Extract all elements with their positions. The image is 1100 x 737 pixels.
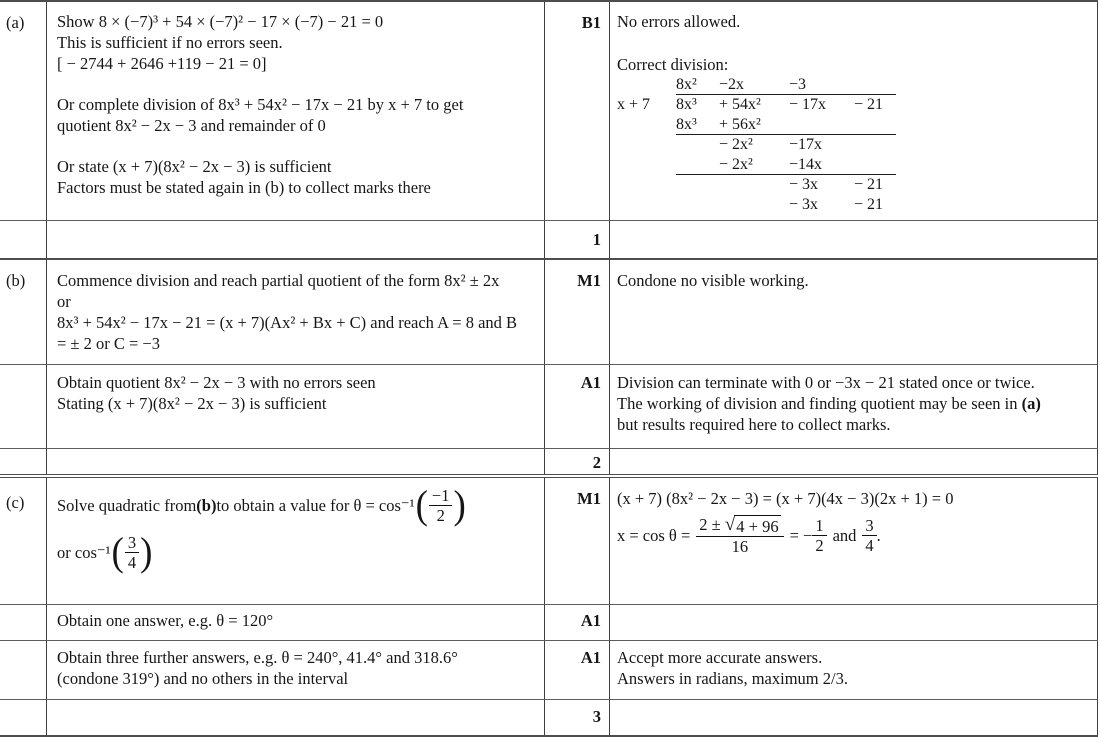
b2-comment-line: The working of division and finding quotient may be seen in (a): [617, 394, 1041, 413]
comment-cell-b2: [610, 365, 1098, 448]
fraction: $\frac{3}{4}$: [125, 533, 139, 572]
division-term: −2x: [719, 76, 745, 93]
division-term: − 3x: [789, 196, 819, 213]
part-label-c: (c): [6, 493, 25, 512]
c1-comment-math-line: x = cos θ = 2 ± √ 4 + 96 16 = − $\frac{1}{2}$ and $\frac{3}{4}$ .: [617, 514, 881, 556]
a-comment-line: Correct division:: [617, 55, 729, 74]
division-term: − 21: [854, 196, 884, 213]
square-root: √ 4 + 96: [724, 514, 779, 536]
comment-cell-c3: [610, 641, 1098, 699]
division-term: − 2x²: [719, 136, 753, 153]
division-term: [676, 155, 719, 174]
mark-cell-c2: [545, 605, 610, 640]
c-work-line: (condone 319°) and no others in the interval: [57, 669, 349, 688]
section-c-row2: [0, 605, 1098, 641]
section-b-row2: [0, 365, 1098, 449]
work-cell-c2: [47, 605, 545, 640]
division-row: [617, 195, 1089, 215]
a-work-line: This is sufficient if no errors seen.: [57, 33, 283, 52]
mark-cell-b1: [545, 260, 610, 364]
part-label-b: (b): [6, 271, 26, 290]
c-work-line: Obtain one answer, e.g. θ = 120°: [57, 611, 274, 630]
c-work-line: Obtain three further answers, e.g. θ = 240°, 41.4° and 318.6°: [57, 648, 458, 667]
fraction: $\frac{-1}{2}$: [429, 486, 453, 525]
division-row: [617, 115, 1089, 135]
a-work-line: [ − 2744 + 2646 +119 − 21 = 0]: [57, 54, 267, 73]
division-quotient-row: [617, 75, 1089, 95]
division-term: 8x²: [676, 76, 697, 93]
b2-comment-line: but results required here to collect marks.: [617, 415, 891, 434]
mark-cell-b2: [545, 365, 610, 448]
division-term: [719, 175, 789, 195]
division-term: −17x: [789, 136, 823, 153]
division-term: − 3x: [789, 176, 819, 193]
division-term: [719, 195, 789, 215]
long-division-working: [617, 75, 1089, 215]
c3-comment-line: Accept more accurate answers.: [617, 648, 823, 667]
division-term: −3: [789, 76, 807, 93]
section-c-row1: [0, 478, 1098, 605]
section-a-total-row: [0, 221, 1098, 260]
division-divisor: x + 7: [617, 96, 651, 113]
mark-cell-a: [545, 2, 610, 220]
total-cell-a: [545, 221, 610, 258]
division-row: [617, 135, 1089, 155]
fraction: $\frac{3}{4}$: [862, 516, 876, 555]
division-term: [854, 75, 896, 94]
a-work-line: Factors must be stated again in (b) to collect marks there: [57, 178, 431, 197]
a-work-line: Or complete division of 8x³ + 54x² − 17x − 21 by x + 7 to get: [57, 95, 464, 114]
division-row: [617, 175, 1089, 195]
part-label-cell-c: [0, 478, 47, 604]
part-label-cell-a: [0, 2, 47, 220]
total-marks-c: 3: [592, 707, 601, 726]
comment-cell-c1: [610, 478, 1098, 604]
section-c-row3: [0, 641, 1098, 700]
division-term: − 21: [854, 96, 884, 113]
total-marks-a: 1: [592, 230, 601, 249]
division-term: [789, 115, 854, 134]
comment-cell-b1: [610, 260, 1098, 364]
a-work-line: Or state (x + 7)(8x² − 2x − 3) is sufficient: [57, 157, 332, 176]
division-term: [676, 175, 719, 195]
division-term: [676, 135, 719, 155]
division-term: 8x³: [676, 116, 697, 133]
c1-comment-line: (x + 7) (8x² − 2x − 3) = (x + 7)(4x − 3)(2x + 1) = 0: [617, 489, 954, 508]
division-term: 8x³: [676, 96, 697, 113]
work-cell-c3: [47, 641, 545, 699]
section-b-total-row: [0, 449, 1098, 478]
b-work-line: Commence division and reach partial quotient of the form 8x² ± 2x: [57, 271, 500, 290]
division-term: − 2x²: [719, 156, 753, 173]
division-row: [617, 155, 1089, 175]
b-work-line: 8x³ + 54x² − 17x − 21 = (x + 7)(Ax² + Bx + C) and reach A = 8 and B: [57, 313, 518, 332]
section-a-row: [0, 2, 1098, 221]
work-cell-b2: [47, 365, 545, 448]
division-term: [676, 195, 719, 215]
mark-label-a1: A1: [580, 373, 601, 392]
work-cell-a: [47, 2, 545, 220]
b-work-line: Obtain quotient 8x² − 2x − 3 with no errors seen: [57, 373, 376, 392]
mark-cell-c1: [545, 478, 610, 604]
a-work-line: Show 8 × (−7)³ + 54 × (−7)² − 17 × (−7) − 21 = 0: [57, 12, 384, 31]
division-term: [854, 155, 896, 174]
open-paren: (: [111, 530, 124, 575]
mark-cell-c3: [545, 641, 610, 699]
total-cell-c: [545, 700, 610, 735]
a-comment-line: No errors allowed.: [617, 12, 741, 31]
big-fraction: 2 ± √ 4 + 96 16: [696, 515, 783, 556]
division-dividend-row: [617, 95, 1089, 115]
division-term: − 17x: [789, 96, 827, 113]
division-term: −14x: [789, 156, 823, 173]
mark-label-m1: M1: [577, 271, 601, 290]
part-label-cell-b: [0, 260, 47, 364]
a-work-line: quotient 8x² − 2x − 3 and remainder of 0: [57, 116, 326, 135]
work-cell-c1: [47, 478, 545, 604]
section-c-total-row: [0, 700, 1098, 737]
comment-cell-a: [610, 2, 1098, 220]
c-work-math-line: Solve quadratic from (b) to obtain a value for θ = cos⁻¹ ( $\frac{-1}{2}$ ): [57, 483, 466, 528]
close-paren: ): [140, 530, 153, 575]
work-cell-b1: [47, 260, 545, 364]
mark-label-a1: A1: [580, 611, 601, 630]
b2-comment-line: Division can terminate with 0 or −3x − 21 stated once or twice.: [617, 373, 1035, 392]
division-term: − 21: [854, 176, 884, 193]
section-b-row1: [0, 260, 1098, 365]
division-term: + 56x²: [719, 116, 761, 133]
part-label-a: (a): [6, 13, 25, 32]
mark-label-b1: B1: [581, 13, 601, 32]
b-work-line: or: [57, 292, 71, 311]
b-work-line: Stating (x + 7)(8x² − 2x − 3) is sufficient: [57, 394, 327, 413]
division-term: + 54x²: [719, 96, 761, 113]
division-term: [854, 135, 896, 155]
b-work-line: = ± 2 or C = −3: [57, 334, 160, 353]
c3-comment-line: Answers in radians, maximum 2/3.: [617, 669, 848, 688]
total-marks-b: 2: [592, 453, 601, 472]
fraction: $\frac{1}{2}$: [812, 516, 826, 555]
total-cell-b: [545, 449, 610, 474]
close-paren: ): [453, 483, 466, 528]
mark-label-m1: M1: [577, 489, 601, 508]
open-paren: (: [415, 483, 428, 528]
mark-label-a1: A1: [580, 648, 601, 667]
division-term: [854, 115, 896, 134]
b1-comment: Condone no visible working.: [617, 271, 809, 290]
c-work-math-line: or cos⁻¹ ( $\frac{3}{4}$ ): [57, 530, 153, 575]
